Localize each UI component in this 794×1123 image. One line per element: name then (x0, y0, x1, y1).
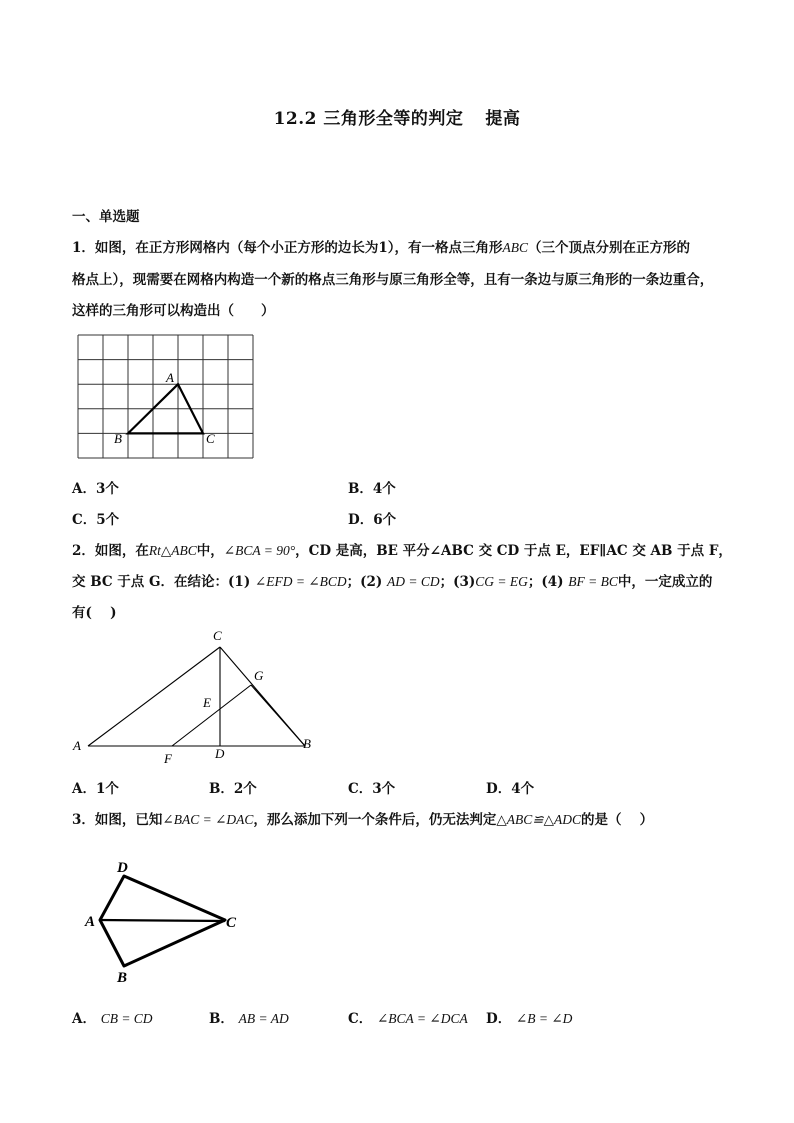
option-math: ∠B = ∠D (515, 1011, 573, 1026)
q2-text: 中， (196, 543, 224, 559)
q2-text: ；(2) (346, 574, 388, 590)
q2-math: ∠EFD = ∠BCD (254, 574, 347, 589)
q2-option-d[interactable]: D．4个 (486, 781, 535, 797)
q2-option-a[interactable]: A．1个 (72, 781, 119, 797)
page-title (0, 104, 794, 129)
label-d: D (117, 860, 128, 876)
label-c: C (213, 628, 222, 643)
option-math: CB = CD (100, 1011, 153, 1026)
q2-text: 交 BC 于点 G．在结论：(1) (72, 574, 255, 590)
q1-line-2: 格点上），现需要在网格内构造一个新的格点三角形与原三角形全等，且有一条边与原三角形的一条边重合， (72, 272, 714, 288)
label-g: G (254, 668, 264, 683)
q1-option-a[interactable]: A．3个 (72, 481, 119, 497)
section-heading: 一、单选题 (72, 209, 140, 225)
q2-text: 2．如图，在 (72, 543, 149, 559)
q3-figure (80, 850, 255, 990)
q3-option-a[interactable] (72, 1007, 153, 1027)
q1-math-abc: ABC (502, 240, 529, 255)
label-a: A (73, 738, 81, 753)
option-letter: C． (348, 1011, 373, 1027)
option-letter: A． (72, 1011, 96, 1027)
q2-text: ；(4) (527, 574, 569, 590)
q3-text: ，那么添加下列一个条件后，仍无法判定 (253, 812, 497, 828)
q2-figure-lines (88, 647, 305, 746)
q2-line-1 (72, 539, 732, 559)
label-b: B (117, 970, 128, 986)
q3-text: 3．如图，已知 (72, 812, 163, 828)
label-d: D (215, 746, 225, 761)
q2-math: AD = CD (387, 574, 440, 589)
q1-option-c[interactable]: C．5个 (72, 512, 120, 528)
q1-text-a: 1．如图，在正方形网格内（每个小正方形的边长为1），有一格点三角形 (72, 240, 503, 256)
q2-math: CG = EG (475, 574, 528, 589)
q2-text: ，CD 是高，BE 平分∠ABC 交 CD 于点 E，EF∥AC 交 AB 于点 F， (295, 543, 732, 559)
label-c: C (226, 915, 237, 931)
q2-text: ；(3) (439, 574, 476, 590)
option-letter: B． (209, 1011, 234, 1027)
option-math: AB = AD (238, 1011, 289, 1026)
q3-option-d[interactable] (486, 1007, 572, 1027)
q1-text-b: （三个顶点分别在正方形的 (528, 240, 691, 256)
q3-math: △ABC≌△ADC (496, 812, 581, 827)
q2-option-b[interactable]: B．2个 (209, 781, 257, 797)
q3-option-c[interactable] (348, 1007, 468, 1027)
label-b: B (303, 736, 311, 751)
q3-line-1 (72, 808, 653, 828)
q2-math: ∠BCA = 90° (223, 543, 296, 558)
q2-line-2 (72, 570, 712, 590)
title-main: 12.2 三角形全等的判定 (273, 109, 464, 129)
q1-line-1 (72, 236, 690, 256)
q1-option-b[interactable]: B．4个 (348, 481, 396, 497)
q2-math: Rt△ABC (148, 543, 197, 558)
label-c: C (206, 431, 215, 446)
option-math: ∠BCA = ∠DCA (376, 1011, 468, 1026)
q1-option-d[interactable]: D．6个 (348, 512, 397, 528)
q3-option-b[interactable] (209, 1007, 289, 1027)
q3-diagonal-ac (100, 920, 225, 921)
q2-option-c[interactable]: C．3个 (348, 781, 396, 797)
q2-line-3: 有( ) (72, 605, 117, 621)
option-letter: D． (486, 1011, 512, 1027)
title-sub: 提高 (485, 109, 521, 129)
q2-figure (65, 625, 325, 770)
label-e: E (203, 695, 211, 710)
q3-text: 的是（ ） (580, 812, 654, 828)
label-f: F (164, 751, 172, 766)
q2-math: BF = BC (568, 574, 618, 589)
q1-figure-grid (60, 325, 260, 460)
q1-line-3: 这样的三角形可以构造出（ ） (72, 303, 275, 319)
q3-math: ∠BAC = ∠DAC (162, 812, 254, 827)
label-b: B (114, 431, 122, 446)
label-a: A (85, 914, 96, 930)
label-a: A (166, 370, 174, 385)
q2-text: 中，一定成立的 (617, 574, 713, 590)
